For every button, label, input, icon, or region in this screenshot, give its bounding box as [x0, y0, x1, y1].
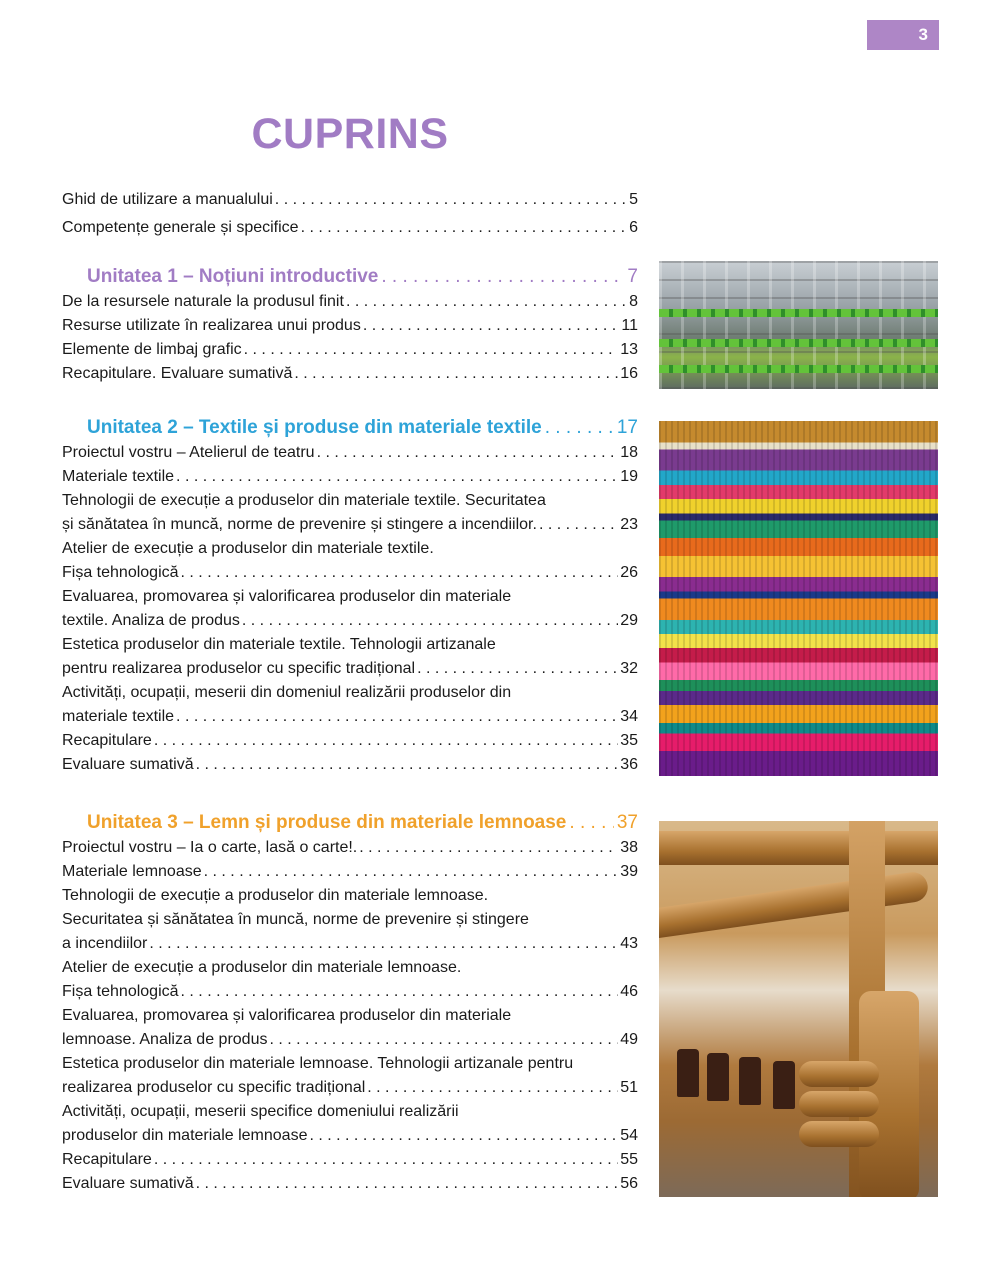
toc-entry[interactable] [62, 956, 638, 1004]
toc-entry-label: Materiale lemnoase [62, 863, 202, 880]
toc-entry[interactable] [62, 338, 638, 362]
toc-entry-label: Proiectul vostru – Atelierul de teatru [62, 444, 315, 461]
toc-entry[interactable] [62, 537, 638, 585]
dot-leader [154, 1148, 618, 1172]
unit-heading[interactable] [62, 264, 638, 290]
toc-entry-page: 35 [620, 732, 638, 749]
dot-leader [196, 1172, 619, 1196]
colorful-woven-textiles-photo [659, 421, 938, 776]
dot-leader [242, 609, 618, 633]
toc-entry[interactable] [62, 681, 638, 729]
toc-entry-page: 32 [620, 660, 638, 677]
toc-intro [62, 188, 638, 240]
dot-leader [363, 314, 620, 338]
toc-entry-line: Tehnologii de execuție a produselor din materiale lemnoase. [62, 887, 489, 904]
toc-entry-line: Tehnologii de execuție a produselor din materiale textile. Securitatea [62, 492, 546, 509]
toc-entry-page: 13 [620, 341, 638, 358]
toc-entry-label: realizarea produselor cu specific tradițional [62, 1079, 366, 1096]
toc-entry-page: 29 [620, 612, 638, 629]
toc-entry-page: 26 [620, 564, 638, 581]
unit-heading[interactable] [62, 810, 638, 836]
page-number-badge: 3 [867, 20, 939, 50]
toc-entry-page: 54 [620, 1127, 638, 1144]
toc-entry[interactable] [62, 290, 638, 314]
toc-entry[interactable] [62, 489, 638, 537]
toc-entry-line: Atelier de execuție a produselor din materiale textile. [62, 540, 434, 557]
toc-entry[interactable] [62, 860, 638, 884]
toc-entry-label: Fișa tehnologică [62, 564, 179, 581]
dot-leader [269, 1028, 618, 1052]
toc-entry-label: produselor din materiale lemnoase [62, 1127, 308, 1144]
toc-entry-line: Estetica produselor din materiale lemnoase. Tehnologii artizanale pentru [62, 1055, 574, 1072]
toc-entry-line: Activități, ocupații, meserii din domeniul realizării produselor din [62, 684, 512, 701]
toc-entry[interactable] [62, 1172, 638, 1196]
toc-entry-page: 19 [620, 468, 638, 485]
toc-entry-page: 34 [620, 708, 638, 725]
toc-entry-label: Recapitulare [62, 732, 152, 749]
toc-entry-page: 51 [620, 1079, 638, 1096]
toc-entry[interactable] [62, 585, 638, 633]
toc-entry-label: Fișa tehnologică [62, 983, 179, 1000]
dot-leader [545, 415, 614, 441]
toc-entry-label: Materiale textile [62, 468, 175, 485]
toc-entry-label: Recapitulare. Evaluare sumativă [62, 365, 293, 382]
toc-entry-page: 38 [620, 839, 638, 856]
toc-entry-label: De la resursele naturale la produsul finit [62, 293, 344, 310]
dot-leader [149, 932, 618, 956]
toc-entry-label: lemnoase. Analiza de produs [62, 1031, 268, 1048]
dot-leader [317, 441, 619, 465]
toc-entry-page: 6 [629, 219, 638, 236]
dot-leader [539, 513, 618, 537]
log-cabin-kitchen-photo [659, 821, 938, 1197]
toc-entry[interactable] [62, 314, 638, 338]
toc-entry-label: Ghid de utilizare a manualului [62, 191, 273, 208]
toc-entry-line: Evaluarea, promovarea și valorificarea produselor din materiale [62, 1007, 512, 1024]
dot-leader [244, 338, 619, 362]
toc-entry[interactable] [62, 1100, 638, 1148]
unit-page: 7 [627, 266, 638, 287]
toc-entry[interactable] [62, 633, 638, 681]
dot-leader [346, 290, 627, 314]
toc-entry[interactable] [62, 1004, 638, 1052]
unit-page: 37 [616, 812, 638, 833]
toc-entry-line: Estetica produselor din materiale textile. Tehnologii artizanale [62, 636, 496, 653]
page-title: CUPRINS [251, 110, 449, 158]
toc-entry-line: Securitatea și sănătatea în muncă, norme de prevenire și stingere [62, 911, 529, 928]
toc-entry-line: Evaluarea, promovarea și valorificarea produselor din materiale [62, 588, 512, 605]
dot-leader [154, 729, 618, 753]
dot-leader [569, 810, 613, 836]
unit-title: Unitatea 2 – Textile și produse din materiale textile [87, 417, 542, 438]
toc-entry-page: 36 [620, 756, 638, 773]
toc-entry[interactable] [62, 362, 638, 386]
dot-leader [359, 836, 618, 860]
factory-production-line-photo [659, 261, 938, 389]
dot-leader [301, 216, 628, 240]
toc-entry[interactable] [62, 884, 638, 956]
toc-unit-2 [62, 415, 638, 777]
toc-entry[interactable] [62, 1148, 638, 1172]
dot-leader [367, 1076, 618, 1100]
toc-entry-label: Elemente de limbaj grafic [62, 341, 242, 358]
toc-entry-label: Recapitulare [62, 1151, 152, 1168]
dot-leader [204, 860, 619, 884]
toc-entry-label: pentru realizarea produselor cu specific tradițional [62, 660, 416, 677]
toc-entry-page: 16 [620, 365, 638, 382]
toc-entry-page: 18 [620, 444, 638, 461]
toc-entry-label: Competențe generale și specifice [62, 219, 299, 236]
dot-leader [196, 753, 619, 777]
toc-entry[interactable] [62, 441, 638, 465]
unit-title: Unitatea 3 – Lemn și produse din materiale lemnoase [87, 812, 567, 833]
toc-entry[interactable] [62, 753, 638, 777]
dot-leader [181, 980, 619, 1004]
toc-entry-page: 46 [620, 983, 638, 1000]
toc-entry-label: textile. Analiza de produs [62, 612, 240, 629]
toc-entry-line: Activități, ocupații, meserii specifice domeniului realizării [62, 1103, 459, 1120]
toc-entry-label: a incendiilor [62, 935, 148, 952]
dot-leader [381, 264, 624, 290]
toc-entry-label: Proiectul vostru – Ia o carte, lasă o carte!. [62, 839, 358, 856]
dot-leader [417, 657, 618, 681]
dot-leader [176, 705, 618, 729]
toc-entry[interactable] [62, 465, 638, 489]
dot-leader [181, 561, 619, 585]
unit-title: Unitatea 1 – Noțiuni introductive [87, 266, 379, 287]
toc-entry-page: 8 [629, 293, 638, 310]
toc-entry-line: Atelier de execuție a produselor din materiale lemnoase. [62, 959, 462, 976]
toc-unit-3 [62, 810, 638, 1196]
toc-entry-page: 11 [621, 317, 638, 334]
toc-entry-page: 39 [620, 863, 638, 880]
toc-entry-page: 43 [620, 935, 638, 952]
toc-entry-page: 56 [620, 1175, 638, 1192]
toc-entry-label: Evaluare sumativă [62, 1175, 194, 1192]
toc-entry-competences[interactable] [62, 216, 638, 240]
dot-leader [309, 1124, 618, 1148]
toc-entry-page: 55 [620, 1151, 638, 1168]
dot-leader [294, 362, 618, 386]
toc-entry-label: Resurse utilizate în realizarea unui produs [62, 317, 361, 334]
toc-entry-guide[interactable] [62, 188, 638, 212]
unit-heading[interactable] [62, 415, 638, 441]
toc-entry-page: 5 [629, 191, 638, 208]
toc-entry-page: 49 [620, 1031, 638, 1048]
toc-entry[interactable] [62, 836, 638, 860]
toc-entry-page: 23 [620, 516, 638, 533]
toc-entry-label: materiale textile [62, 708, 175, 725]
unit-page: 17 [616, 417, 638, 438]
dot-leader [275, 188, 627, 212]
toc-entry-label: Evaluare sumativă [62, 756, 194, 773]
toc-entry[interactable] [62, 729, 638, 753]
toc-unit-1 [62, 264, 638, 386]
dot-leader [176, 465, 618, 489]
toc-entry-label: și sănătatea în muncă, norme de prevenire și stingere a incendiilor. [62, 516, 537, 533]
toc-entry[interactable] [62, 1052, 638, 1100]
